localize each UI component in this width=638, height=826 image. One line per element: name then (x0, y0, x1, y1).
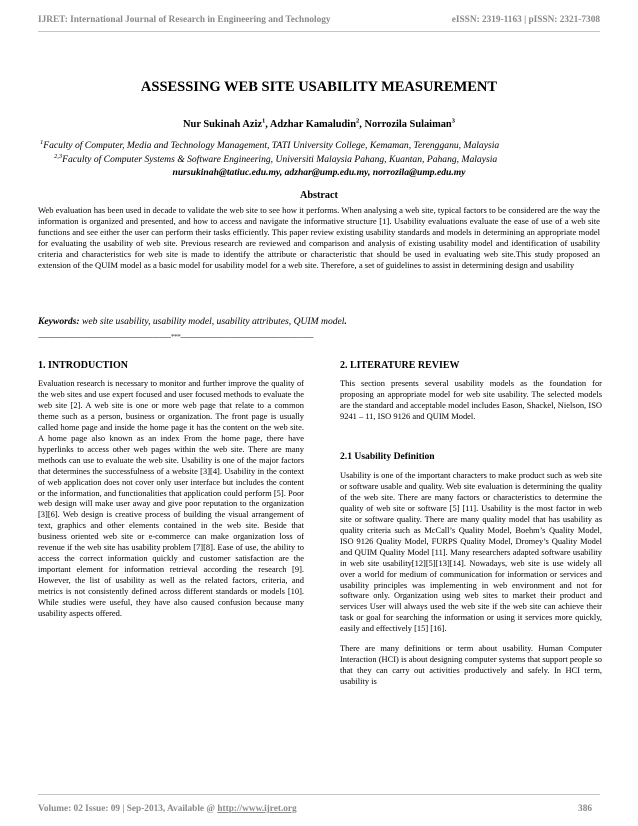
literature-review-text: This section presents several usability models as the foundation for proposing an appropriate model for web site usability. The selected models are the standard and acceptable model includes Eason, Shackel, Nielson, ISO 9241 – 11, ISO 9126 and QUIM Model. (340, 378, 602, 421)
section-heading-literature-review: 2. LITERATURE REVIEW (340, 360, 460, 371)
section-heading-introduction: 1. INTRODUCTION (38, 360, 129, 371)
journal-name: IJRET: International Journal of Research in Engineering and Technology (38, 15, 331, 25)
keywords-label: Keywords: (38, 316, 80, 327)
author-list: Nur Sukinah Aziz$^1$, Adzhar Kamaludin$^2$, Norrozila Sulaiman$^3$ (183, 117, 455, 130)
section-separator: ----------------------------------------------------------------------***---------------------------------------------------------------------- (38, 332, 314, 341)
affiliation-1: $^1$Faculty of Computer, Media and Technology Management, TATI University College, Kemaman, Terengganu, Malaysia (40, 138, 500, 151)
affiliation-2: $^{2,3}$Faculty of Computer Systems & Software Engineering, Universiti Malaysia Pahang, Kuantan, Pahang, Malaysia (54, 152, 498, 165)
keywords: Keywords: web site usability, usability model, usability attributes, QUIM model. (38, 316, 347, 327)
author-name: Nur Sukinah Aziz (183, 119, 262, 130)
introduction-text: Evaluation research is necessary to monitor and further improve the quality of the web sites and use expert focused and user focused methods to evaluate the web site [2]. A web site is one or more web page that relate to a common theme such as a person, business or organization. The front page is usually called home page and inside the home page it has the content on the web site. A home page also known as an index From the home page, there have hyperlinks to access other web pages within the web site. There are many methods can use to evaluate the web site. Usability is one of the major factors that determines the successfulness of a website [3][4]. Usability in the context of web application does not cover only user interface but includes the content or the information, and functionalities that application could perform [5]. Poor web design will make user away and give poor reputation to the organization [3][6]. Web design is creative process of building the visual arrangement of text, graphics and other elements contained in the web site. Beside that business oriented web site or e-commerce can make organization loss of revenue if the web site has usability problem [7][8]. Ease of use, the ability to access the correct information quickly and customer satisfaction are the important element for information retrieval according the research [9]. However, the list of usability as well as the related factors, criteria, and metrics is not consistently defined across different standards or models [10]. While studies were useful, they have also caused confusion because many usability aspects offered. (38, 378, 304, 619)
usability-definition-text: Usability is one of the important characters to make product such as web site or software usable and quality. Web site evaluation is determining the quality of the web site. There are many factors or characteristics to determine the quality of web site or software [5] [11]. Usability is the most factor in web site or software quality. There are many quality model that has usability as quality criteria such as McCall’s Quality Model, Boehm’s Quality Model, ISO 9126 Quality Model, FURPS Quality Model, Dromey’s Quality Model and QUIM Quality Model [11]. Many researchers adapted software usability in web site usability[12][5][13][14]. Nowadays, web site is use widely all over a world for medium of communication for information or services and usability principles was implementing in web environment and not for software only. Organization using web sites to market their product and services User will always used the web site if the web site can achieve their task or goal for searching the information or using it services more quickly, easily and effectively [15] [16]. There are many definitions or term about usability. Human Computer Interaction (HCI) is about designing computer systems that support people so that they can carry out activities productively and safely. In HCI term, usability is (340, 470, 602, 687)
paper-title: ASSESSING WEB SITE USABILITY MEASUREMENT (140, 79, 498, 95)
issn-info: eISSN: 2319-1163 | pISSN: 2321-7308 (451, 15, 600, 25)
journal-link[interactable]: http://www.ijret.org (217, 804, 297, 814)
abstract-heading: Abstract (300, 190, 338, 201)
author-emails: nursukinah@tatiuc.edu.my, adzhar@ump.edu.my, norrozila@ump.edu.my (172, 167, 466, 178)
footer-rule (38, 794, 600, 795)
page-number: 386 (578, 804, 592, 814)
keywords-text: web site usability, usability model, usability attributes, QUIM model (81, 316, 345, 327)
author-name: Norrozila Sulaiman (364, 119, 452, 130)
abstract-text: Web evaluation has been used in decade to validate the web site to see how it performs. When analysing a web site, typical factors to be considered are the way the information is organized and presented, and how to access and navigate the informative structure [1]. Usability evaluations evaluate the ease of use of a web site functions and see either the user can perform their tasks efficiently. This paper review existing usability standards and models in determining an appropriate model for evaluating the usability of web site. Previous research are reviewed and comparison and analysis of existing usability model and identification of usability criteria and characteristics for web site is made to identify the attribute or characteristic that should be used in evaluating web site.This study proposed an extension of the QUIM model as a basic model for usability model for a web site. Therefore, a set of guidelines to assist in determining design and usability (38, 205, 600, 270)
volume-info: Volume: 02 Issue: 09 | Sep-2013, Available @ http://www.ijret.org (38, 804, 297, 814)
subsection-heading-usability-definition: 2.1 Usability Definition (340, 451, 435, 462)
header-rule (38, 31, 600, 32)
author-name: Adzhar Kamaludin (269, 119, 356, 130)
